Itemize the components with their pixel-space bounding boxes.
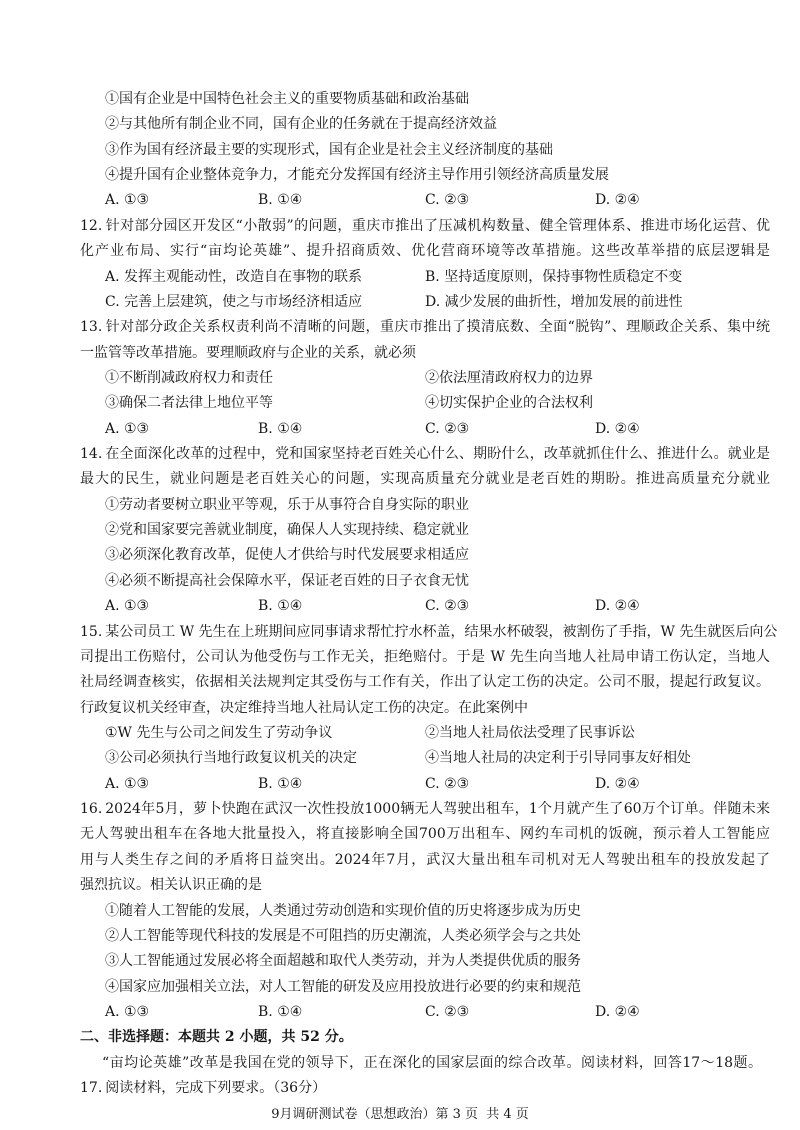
page-footer: 9月调研测试卷（思想政治）第 3 页 共 4 页 [271, 1107, 529, 1122]
q14-option-d: D. ②④ [595, 598, 640, 615]
q16-number: 16. [80, 801, 103, 818]
q14-option-a: A. ①③ [105, 598, 150, 615]
section-intro: “亩均论英雄”改革是我国在党的领导下，正在深化的国家层面的综合改革。阅读材料，回答17～18题。 [102, 1054, 762, 1071]
q13-items-row-1 [80, 366, 770, 391]
q16-item-3: ③人工智能通过发展必将全面超越和取代人类劳动，并为人类提供优质的服务 [105, 953, 581, 970]
q12-options-row-2 [80, 290, 770, 315]
q13-item-1: ①不断削减政府权力和责任 [105, 369, 273, 386]
q15-line-1 [80, 620, 778, 645]
q13-option-c: C. ②③ [425, 420, 470, 437]
q12-option-a: A. 发挥主观能动性，改造自在事物的联系 [105, 268, 363, 285]
q15-option-b: B. ①④ [258, 775, 303, 792]
q16-line-3: 用与人类生存之间的矛盾将日益突出。2024年7月，武汉大量出租车司机对无人驾驶出租车的投放发起了 [80, 851, 770, 868]
q11-option-c: C. ②③ [425, 192, 470, 209]
q15-options [80, 772, 770, 797]
q13-text-1: 针对部分政企关系权责利尚不清晰的问题，重庆市推出了摸清底数、全面“脱钩”、理顺政企关系、集中统 [105, 319, 770, 336]
q14-number: 14. [80, 446, 103, 463]
q13-option-d: D. ②④ [595, 420, 640, 437]
q13-line-1 [80, 315, 770, 340]
q16-text-1: 2024年5月，萝卜快跑在武汉一次性投放1000辆无人驾驶出租车，1个月就产生了60万个订单。伴随未来 [105, 801, 770, 818]
q14-item-2: ②党和国家要完善就业制度，确保人人实现持续、稳定就业 [105, 522, 469, 539]
q16-item-2: ②人工智能等现代科技的发展是不可阻挡的历史潮流，人类必须学会与之共处 [105, 927, 581, 944]
q13-line-2: 一监管等改革措施。要理顺政府与企业的关系，就必须 [80, 344, 416, 361]
q12-options-row-1 [80, 265, 770, 290]
q15-option-d: D. ②④ [595, 775, 640, 792]
q13-option-b: B. ①④ [258, 420, 303, 437]
q15-items-row-1 [80, 721, 770, 746]
q11-options [80, 188, 770, 213]
q15-text-1: 某公司员工 W 先生在上班期间应同事请求帮忙拧水杯盖，结果水杯破裂，被割伤了手指，W 先生就医后向公 [105, 623, 778, 640]
q15-line-2: 司提出工伤赔付，公司认为他受伤与工作无关，拒绝赔付。于是 W 先生向当地人社局申请工伤认定，当地人 [80, 648, 770, 665]
q12-option-b: B. 坚持适度原则，保持事物性质稳定不变 [425, 268, 683, 285]
q16-line-1 [80, 797, 770, 822]
section-heading: 二、非选择题：本题共 2 小题，共 52 分。 [80, 1029, 353, 1046]
q16-option-c: C. ②③ [425, 1003, 470, 1020]
q11-option-d: D. ②④ [595, 192, 640, 209]
q15-item-2: ②当地人社局依法受理了民事诉讼 [425, 724, 635, 741]
q15-number: 15. [80, 623, 103, 640]
q11-item-3: ③作为国有经济最主要的实现形式，国有企业是社会主义经济制度的基础 [105, 141, 553, 158]
q14-text-1: 在全面深化改革的过程中，党和国家坚持老百姓关心什么、期盼什么，改革就抓住什么、推进什么。就业是 [105, 446, 770, 463]
q15-option-c: C. ②③ [425, 775, 470, 792]
q12-text-1: 针对部分园区开发区“小散弱”的问题，重庆市推出了压减机构数量、健全管理体系、推进市场化运营、优 [105, 217, 770, 234]
q11-item-4: ④提升国有企业整体竞争力，才能充分发挥国有经济主导作用引领经济高质量发展 [105, 167, 609, 184]
q16-item-4: ④国家应加强相关立法，对人工智能的研发及应用投放进行必要的约束和规范 [105, 978, 581, 995]
q16-options [80, 1000, 770, 1025]
q16-line-2: 无人驾驶出租车在各地大批量投入，将直接影响全国700万出租车、网约车司机的饭碗，预示着人工智能应 [80, 826, 770, 843]
q16-option-d: D. ②④ [595, 1003, 640, 1020]
q14-option-b: B. ①④ [258, 598, 303, 615]
q16-option-a: A. ①③ [105, 1003, 150, 1020]
q11-option-b: B. ①④ [258, 192, 303, 209]
q17-number: 17. [80, 1080, 103, 1097]
q14-item-1: ①劳动者要树立职业平等观，乐于从事符合自身实际的职业 [105, 496, 469, 513]
q16-line-4: 强烈抗议。相关认识正确的是 [80, 877, 262, 894]
q14-options [80, 594, 770, 619]
q11-option-a: A. ①③ [105, 192, 150, 209]
q17-text: 阅读材料，完成下列要求。（36分） [105, 1080, 327, 1097]
q15-option-a: A. ①③ [105, 775, 150, 792]
q13-number: 13. [80, 319, 103, 336]
q13-item-4: ④切实保护企业的合法权利 [425, 395, 593, 412]
q13-item-2: ②依法厘清政府权力的边界 [425, 369, 593, 386]
q12-line-2: 化产业布局、实行“亩均论英雄”、提升招商质效、优化营商环境等改革措施。这些改革举措的底层逻辑是 [80, 243, 770, 260]
q12-number: 12. [80, 217, 103, 234]
q12-option-c: C. 完善上层建筑，使之与市场经济相适应 [105, 293, 363, 310]
q16-item-1: ①随着人工智能的发展，人类通过劳动创造和实现价值的历史将逐步成为历史 [105, 902, 581, 919]
q11-item-1: ①国有企业是中国特色社会主义的重要物质基础和政治基础 [105, 91, 469, 107]
q11-item-2: ②与其他所有制企业不同，国有企业的任务就在于提高经济效益 [105, 116, 497, 133]
q14-line-2: 最大的民生，就业问题是老百姓关心的问题，实现高质量充分就业是老百姓的期盼。推进高质量充分就业 [80, 471, 770, 488]
q14-option-c: C. ②③ [425, 598, 470, 615]
q15-item-3: ③公司必须执行当地行政复议机关的决定 [105, 750, 357, 767]
q13-item-3: ③确保二者法律上地位平等 [105, 395, 273, 412]
exam-page [80, 87, 778, 1101]
q14-item-3: ③必须深化教育改革，促使人才供给与时代发展要求相适应 [105, 547, 469, 564]
q12-option-d: D. 减少发展的曲折性，增加发展的前进性 [425, 293, 683, 310]
q13-options [80, 417, 770, 442]
q13-items-row-2 [80, 391, 770, 416]
q15-item-4: ④当地人社局的决定利于引导同事友好相处 [425, 750, 691, 767]
q15-items-row-2 [80, 746, 770, 771]
q17-line [80, 1076, 770, 1101]
q14-line-1 [80, 442, 770, 467]
q16-option-b: B. ①④ [258, 1003, 303, 1020]
q12-line-1 [80, 214, 770, 239]
q15-item-1: ①W 先生与公司之间发生了劳动争议 [105, 724, 333, 741]
q14-item-4: ④必须不断提高社会保障水平，保证老百姓的日子衣食无忧 [105, 572, 469, 589]
q13-option-a: A. ①③ [105, 420, 150, 437]
q15-line-3: 社局经调查核实，依据相关法规判定其受伤与工作有关，作出了认定工伤的决定。公司不服，提起行政复议。 [80, 674, 770, 691]
q15-line-4: 行政复议机关经审查，决定维持当地人社局认定工伤的决定。在此案例中 [80, 699, 528, 716]
